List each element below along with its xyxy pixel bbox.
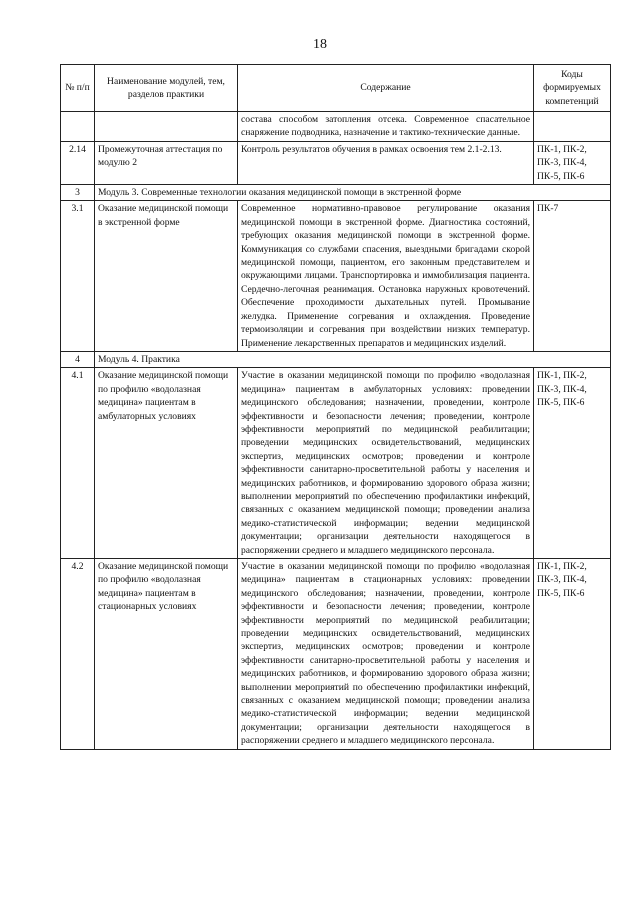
table-row — [61, 559, 611, 750]
row-codes — [534, 112, 611, 142]
module-num: 4 — [61, 351, 95, 367]
module-header-row — [61, 185, 611, 201]
row-content: Участие в оказании медицинской помощи по профилю «водолазная медицина» пациентам в амбулаторных условиях: проведении медицинского обследования; назначении, проведении, контроле эффективности и безопасности лечения; проведении, контроле эффективности мероприятий по медицинской реабилитации; проведении медицинских освидетельствований, медицинских экспертиз, медицинских осмотров; проведении и контроле эффективности санитарно-просветительной работы у населения и медицинских работников, и формированию здорового образа жизни; выполнении мероприятий по обеспечению профилактики инфекций, связанных с оказанием медицинской помощи; проведении анализа медико-статистической информации; ведении медицинской документации; организации деятельности находящегося в распоряжении среднего и младшего медицинского персонала. — [238, 368, 534, 559]
curriculum-table — [60, 64, 611, 750]
table-row — [61, 368, 611, 559]
header-name: Наименование модулей, тем, разделов практики — [95, 65, 238, 112]
row-name: Оказание медицинской помощи в экстренной форме — [95, 201, 238, 351]
row-num: 4.1 — [61, 368, 95, 559]
header-num: № п/п — [61, 65, 95, 112]
module-title: Модуль 4. Практика — [95, 351, 611, 367]
row-num: 4.2 — [61, 559, 95, 750]
module-header-row — [61, 351, 611, 367]
row-codes: ПК-1, ПК-2, ПК-3, ПК-4, ПК-5, ПК-6 — [534, 559, 611, 750]
row-name — [95, 112, 238, 142]
row-content: Контроль результатов обучения в рамках освоения тем 2.1-2.13. — [238, 141, 534, 184]
row-num: 3.1 — [61, 201, 95, 351]
row-content: состава способом затопления отсека. Современное спасательное снаряжение подводника, назначение и тактико-технические данные. — [238, 112, 534, 142]
row-codes: ПК-1, ПК-2, ПК-3, ПК-4, ПК-5, ПК-6 — [534, 368, 611, 559]
row-content: Современное нормативно-правовое регулирование оказания медицинской помощи в экстренной форме. Диагностика состояний, требующих оказания медицинской помощи в экстренной форме. Коммуникация со службами спасения, выездными бригадами скорой медицинской помощи, пациентом, его законным представителем и окружающими лицами. Транспортировка и иммобилизация пациента. Сердечно-легочная реанимация. Остановка наружных кровотечений. Обеспечение проходимости дыхательных путей. Промывание желудка. Применение согревания и охлаждения. Проведение термоизоляции и согревания при воздействии низких температур. Применение лекарственных препаратов и медицинских изделий. — [238, 201, 534, 351]
table-row — [61, 141, 611, 184]
header-content: Содержание — [238, 65, 534, 112]
table-row — [61, 201, 611, 351]
page-number: 18 — [313, 37, 327, 52]
table-header-row — [61, 65, 611, 112]
row-content: Участие в оказании медицинской помощи по профилю «водолазная медицина» пациентам в стационарных условиях: проведении медицинского обследования; назначении, проведении, контроле эффективности и безопасности лечения; проведении, контроле эффективности мероприятий по медицинской реабилитации; проведении медицинских освидетельствований, медицинских экспертиз, медицинских осмотров; проведении и контроле эффективности санитарно-просветительной работы у населения и медицинских работников, и формированию здорового образа жизни; выполнении мероприятий по обеспечению профилактики инфекций, связанных с оказанием медицинской помощи; проведении анализа медико-статистической информации; ведении медицинской документации; организации деятельности находящегося в распоряжении среднего и младшего медицинского персонала. — [238, 559, 534, 750]
row-codes: ПК-7 — [534, 201, 611, 351]
row-name: Промежуточная аттестация по модулю 2 — [95, 141, 238, 184]
header-codes: Коды формируемых компетенций — [534, 65, 611, 112]
table-row — [61, 112, 611, 142]
row-name: Оказание медицинской помощи по профилю «водолазная медицина» пациентам в стационарных условиях — [95, 559, 238, 750]
module-title: Модуль 3. Современные технологии оказания медицинской помощи в экстренной форме — [95, 185, 611, 201]
module-num: 3 — [61, 185, 95, 201]
row-name: Оказание медицинской помощи по профилю «водолазная медицина» пациентам в амбулаторных условиях — [95, 368, 238, 559]
row-codes: ПК-1, ПК-2, ПК-3, ПК-4, ПК-5, ПК-6 — [534, 141, 611, 184]
row-num — [61, 112, 95, 142]
row-num: 2.14 — [61, 141, 95, 184]
